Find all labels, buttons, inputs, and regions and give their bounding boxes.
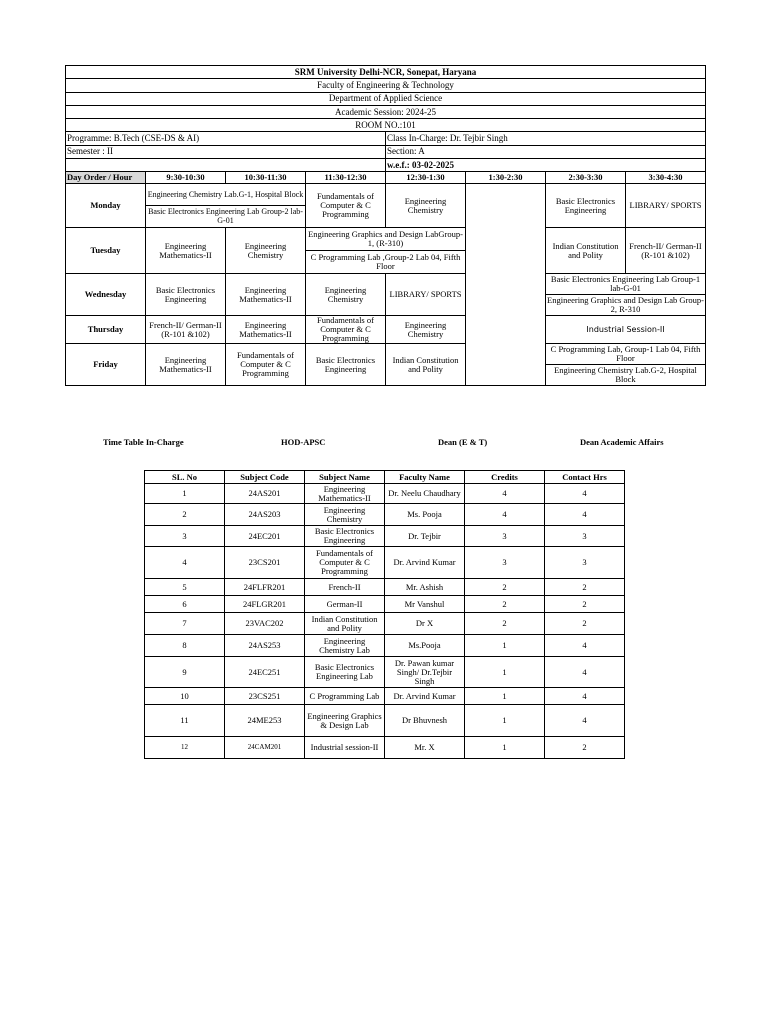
monday-slot-6: Basic Electronics Engineering — [546, 184, 626, 228]
faculty-name-cell: Dr. Neelu Chaudhary — [385, 484, 465, 504]
section: Section: A — [386, 145, 706, 158]
wednesday-slot-4: LIBRARY/ SPORTS — [386, 274, 466, 316]
subject-name-cell: Basic Electronics Engineering — [305, 526, 385, 547]
day-order-header: Day Order / Hour — [66, 172, 146, 184]
faculty-name-cell: Mr. X — [385, 737, 465, 759]
lunch-break-cell — [466, 184, 546, 386]
monday-lab-a: Engineering Chemistry Lab.G-1, Hospital Block — [146, 184, 306, 206]
sl-no-cell: 6 — [145, 596, 225, 613]
credits-cell: 4 — [465, 484, 545, 504]
signature-dean-academic: Dean Academic Affairs — [580, 437, 664, 447]
friday-slot-4: Indian Constitution and Polity — [386, 344, 466, 386]
tuesday-lab-b: C Programming Lab ,Group-2 Lab 04, Fifth Floor — [306, 251, 466, 274]
tuesday-lab-a: Engineering Graphics and Design LabGroup-1, (R-310) — [306, 228, 466, 251]
credits-cell: 2 — [465, 579, 545, 596]
faculty-name-cell: Dr. Tejbir — [385, 526, 465, 547]
sl-no-cell: 12 — [145, 737, 225, 759]
faculty-name-cell: Dr. Pawan kumar Singh/ Dr.Tejbir Singh — [385, 657, 465, 688]
subject-name-cell: Engineering Graphics & Design Lab — [305, 705, 385, 737]
column-header: Faculty Name — [385, 471, 465, 484]
friday-slot-2: Fundamentals of Computer & C Programming — [226, 344, 306, 386]
credits-cell: 1 — [465, 657, 545, 688]
subject-code-cell: 24FLGR201 — [225, 596, 305, 613]
friday-lab-b: Engineering Chemistry Lab.G-2, Hospital Block — [546, 365, 706, 386]
sl-no-cell: 1 — [145, 484, 225, 504]
sl-no-cell: 5 — [145, 579, 225, 596]
wednesday-lab-b: Engineering Graphics and Design Lab Group-2, R-310 — [547, 295, 704, 315]
table-row — [145, 504, 625, 526]
sl-no-cell: 2 — [145, 504, 225, 526]
department-name: Department of Applied Science — [66, 92, 706, 105]
semester: Semester : II — [66, 145, 386, 158]
credits-cell: 1 — [465, 688, 545, 705]
signature-timetable-incharge: Time Table In-Charge — [103, 437, 184, 447]
subject-code-cell: 24ME253 — [225, 705, 305, 737]
subject-name-cell: Engineering Chemistry Lab — [305, 635, 385, 657]
subject-code-cell: 23VAC202 — [225, 613, 305, 635]
day-friday: Friday — [66, 344, 146, 386]
table-row — [145, 705, 625, 737]
subject-name-cell: Engineering Chemistry — [305, 504, 385, 526]
friday-slot-1: Engineering Mathematics-II — [146, 344, 226, 386]
timetable — [65, 65, 706, 386]
monday-lab-b: Basic Electronics Engineering Lab Group-2 lab-G-01 — [146, 206, 306, 228]
slot-header: 1:30-2:30 — [466, 172, 546, 184]
monday-slot-3: Fundamentals of Computer & C Programming — [306, 184, 386, 228]
contact-hrs-cell: 4 — [545, 504, 625, 526]
subject-code-cell: 24EC251 — [225, 657, 305, 688]
faculty-name-cell: Ms. Pooja — [385, 504, 465, 526]
thursday-slot-1: French-II/ German-II (R-101 &102) — [146, 316, 226, 344]
column-header: Credits — [465, 471, 545, 484]
column-header: Contact Hrs — [545, 471, 625, 484]
subject-code-cell: 23CS251 — [225, 688, 305, 705]
thursday-industrial-session: Industrial Session-II — [546, 316, 706, 344]
sl-no-cell: 8 — [145, 635, 225, 657]
faculty-name-cell: Dr. Arvind Kumar — [385, 547, 465, 579]
slot-header: 3:30-4:30 — [626, 172, 706, 184]
slot-header: 12:30-1:30 — [386, 172, 466, 184]
subject-name-cell: German-II — [305, 596, 385, 613]
signature-dean-et: Dean (E & T) — [438, 437, 488, 447]
faculty-name: Faculty of Engineering & Technology — [66, 79, 706, 92]
class-incharge: Class In-Charge: Dr. Tejbir Singh — [386, 132, 706, 145]
credits-cell: 1 — [465, 737, 545, 759]
wednesday-lab-a: Basic Electronics Engineering Lab Group-1 lab-G-01 — [546, 274, 706, 295]
credits-cell: 1 — [465, 705, 545, 737]
table-row — [145, 547, 625, 579]
friday-lab-a: C Programming Lab, Group-1 Lab 04, Fifth Floor — [546, 344, 706, 365]
wednesday-slot-3: Engineering Chemistry — [306, 274, 386, 316]
slot-header: 9:30-10:30 — [146, 172, 226, 184]
faculty-name-cell: Dr Bhuvnesh — [385, 705, 465, 737]
table-row — [145, 613, 625, 635]
credits-cell: 2 — [465, 613, 545, 635]
day-wednesday: Wednesday — [66, 274, 146, 316]
day-monday: Monday — [66, 184, 146, 228]
subject-table-body — [145, 484, 625, 759]
sl-no-cell: 11 — [145, 705, 225, 737]
sl-no-cell: 10 — [145, 688, 225, 705]
table-row — [145, 737, 625, 759]
table-row — [145, 688, 625, 705]
faculty-name-cell: Dr. Arvind Kumar — [385, 688, 465, 705]
contact-hrs-cell: 2 — [545, 737, 625, 759]
programme: Programme: B.Tech (CSE-DS & AI) — [66, 132, 386, 145]
wef-date: w.e.f.: 03-02-2025 — [386, 159, 706, 172]
table-row — [145, 526, 625, 547]
faculty-name-cell: Ms.Pooja — [385, 635, 465, 657]
slot-header: 2:30-3:30 — [546, 172, 626, 184]
subject-code-cell: 23CS201 — [225, 547, 305, 579]
subject-code-cell: 24AS201 — [225, 484, 305, 504]
room-number: ROOM NO.:101 — [66, 119, 706, 132]
subject-code-cell: 24CAM201 — [225, 737, 305, 759]
academic-session: Academic Session: 2024-25 — [66, 105, 706, 118]
faculty-name-cell: Mr. Ashish — [385, 579, 465, 596]
wednesday-slot-2: Engineering Mathematics-II — [226, 274, 306, 316]
contact-hrs-cell: 4 — [545, 657, 625, 688]
signature-hod: HOD-APSC — [281, 437, 326, 447]
contact-hrs-cell: 2 — [545, 596, 625, 613]
table-row — [145, 635, 625, 657]
subject-table — [144, 470, 625, 759]
subject-code-cell: 24FLFR201 — [225, 579, 305, 596]
university-name: SRM University Delhi-NCR, Sonepat, Haryana — [66, 66, 706, 79]
tuesday-slot-1: Engineering Mathematics-II — [146, 228, 226, 274]
faculty-name-cell: Mr Vanshul — [385, 596, 465, 613]
subject-code-cell: 24AS203 — [225, 504, 305, 526]
credits-cell: 1 — [465, 635, 545, 657]
subject-name-cell: C Programming Lab — [305, 688, 385, 705]
contact-hrs-cell: 2 — [545, 613, 625, 635]
contact-hrs-cell: 4 — [545, 484, 625, 504]
day-tuesday: Tuesday — [66, 228, 146, 274]
credits-cell: 3 — [465, 547, 545, 579]
contact-hrs-cell: 4 — [545, 688, 625, 705]
blank-cell — [66, 159, 386, 172]
thursday-slot-2: Engineering Mathematics-II — [226, 316, 306, 344]
subject-name-cell: Indian Constitution and Polity — [305, 613, 385, 635]
table-row — [145, 579, 625, 596]
faculty-name-cell: Dr X — [385, 613, 465, 635]
table-row — [145, 484, 625, 504]
subject-code-cell: 24EC201 — [225, 526, 305, 547]
credits-cell: 4 — [465, 504, 545, 526]
contact-hrs-cell: 3 — [545, 547, 625, 579]
subject-name-cell: Fundamentals of Computer & C Programming — [305, 547, 385, 579]
credits-cell: 2 — [465, 596, 545, 613]
monday-slot-7: LIBRARY/ SPORTS — [626, 184, 706, 228]
contact-hrs-cell: 2 — [545, 579, 625, 596]
table-row — [145, 657, 625, 688]
tuesday-slot-6: Indian Constitution and Polity — [546, 228, 626, 274]
subject-name-cell: French-II — [305, 579, 385, 596]
slot-header: 11:30-12:30 — [306, 172, 386, 184]
table-row — [145, 596, 625, 613]
subject-name-cell: Industrial session-II — [305, 737, 385, 759]
subject-name-cell: Basic Electronics Engineering Lab — [305, 657, 385, 688]
friday-slot-3: Basic Electronics Engineering — [306, 344, 386, 386]
subject-name-cell: Engineering Mathematics-II — [305, 484, 385, 504]
sl-no-cell: 4 — [145, 547, 225, 579]
contact-hrs-cell: 3 — [545, 526, 625, 547]
thursday-slot-3: Fundamentals of Computer & C Programming — [306, 316, 386, 344]
day-thursday: Thursday — [66, 316, 146, 344]
sl-no-cell: 9 — [145, 657, 225, 688]
credits-cell: 3 — [465, 526, 545, 547]
tuesday-slot-2: Engineering Chemistry — [226, 228, 306, 274]
column-header: Subject Name — [305, 471, 385, 484]
wednesday-slot-1: Basic Electronics Engineering — [146, 274, 226, 316]
slot-header: 10:30-11:30 — [226, 172, 306, 184]
sl-no-cell: 3 — [145, 526, 225, 547]
monday-slot-4: Engineering Chemistry — [386, 184, 466, 228]
column-header: SL. No — [145, 471, 225, 484]
sl-no-cell: 7 — [145, 613, 225, 635]
subject-code-cell: 24AS253 — [225, 635, 305, 657]
contact-hrs-cell: 4 — [545, 705, 625, 737]
column-header: Subject Code — [225, 471, 305, 484]
thursday-slot-4: Engineering Chemistry — [386, 316, 466, 344]
contact-hrs-cell: 4 — [545, 635, 625, 657]
tuesday-slot-7: French-II/ German-II (R-101 &102) — [626, 228, 706, 274]
